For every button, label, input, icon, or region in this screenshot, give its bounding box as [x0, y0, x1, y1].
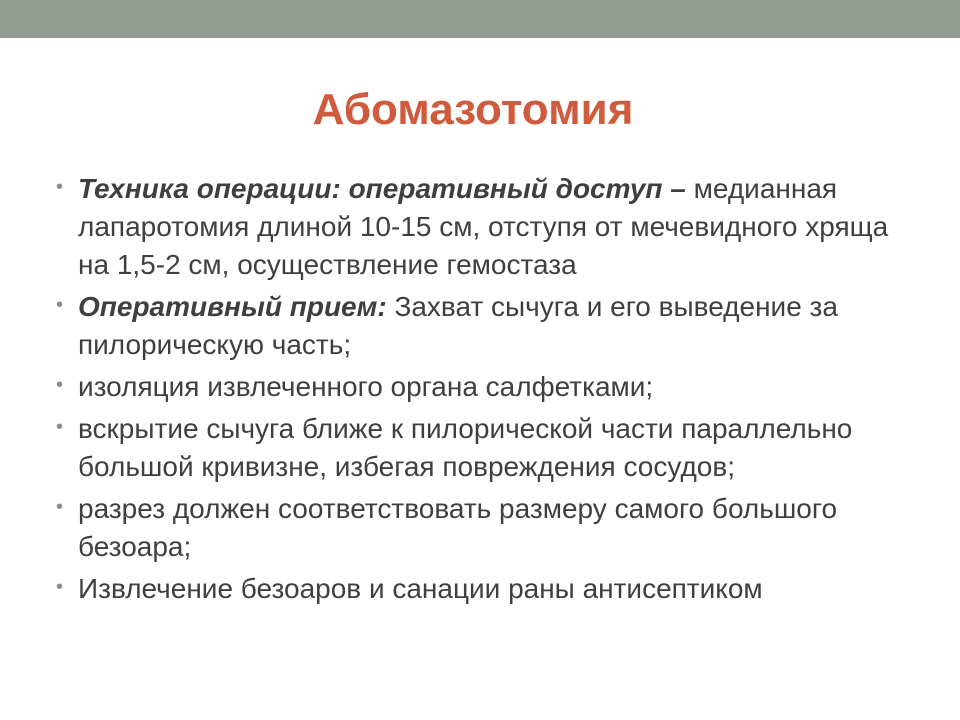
bullet-dot-icon: • — [56, 294, 64, 316]
bullet-text: разрез должен соответствовать размеру самого большого безоара; — [78, 493, 838, 562]
bullet-item — [56, 570, 926, 608]
slide-title: Абомазотомия — [312, 85, 634, 134]
bullet-text: Захват сычуга и его выведение за пилорическую часть; — [78, 291, 838, 360]
bullet-text: медианная лапаротомия длиной 10-15 см, отступя от мечевидного хряща на 1,5-2 см, осуществление гемостаза — [78, 173, 889, 280]
bullet-lead: Оперативный прием: — [78, 291, 387, 322]
bullet-item — [56, 170, 926, 284]
bullet-item — [56, 410, 926, 486]
bullet-item — [56, 368, 926, 406]
bullet-dot-icon: • — [56, 374, 64, 396]
bullet-dot-icon: • — [56, 576, 64, 598]
bullet-text: изоляция извлеченного органа салфетками; — [78, 371, 654, 402]
bullet-dot-icon: • — [56, 496, 64, 518]
bullet-text: Извлечение безоаров и санации раны антисептиком — [78, 573, 763, 604]
bullet-list — [56, 170, 926, 612]
bullet-dot-icon: • — [56, 176, 64, 198]
bullet-text: вскрытие сычуга ближе к пилорической части параллельно большой кривизне, избегая повреждения сосудов; — [78, 413, 853, 482]
top-accent-bar — [0, 0, 960, 38]
bullet-item — [56, 288, 926, 364]
bullet-dot-icon: • — [56, 416, 64, 438]
bullet-item — [56, 490, 926, 566]
bullet-lead: Техника операции: оперативный доступ – — [78, 173, 686, 204]
